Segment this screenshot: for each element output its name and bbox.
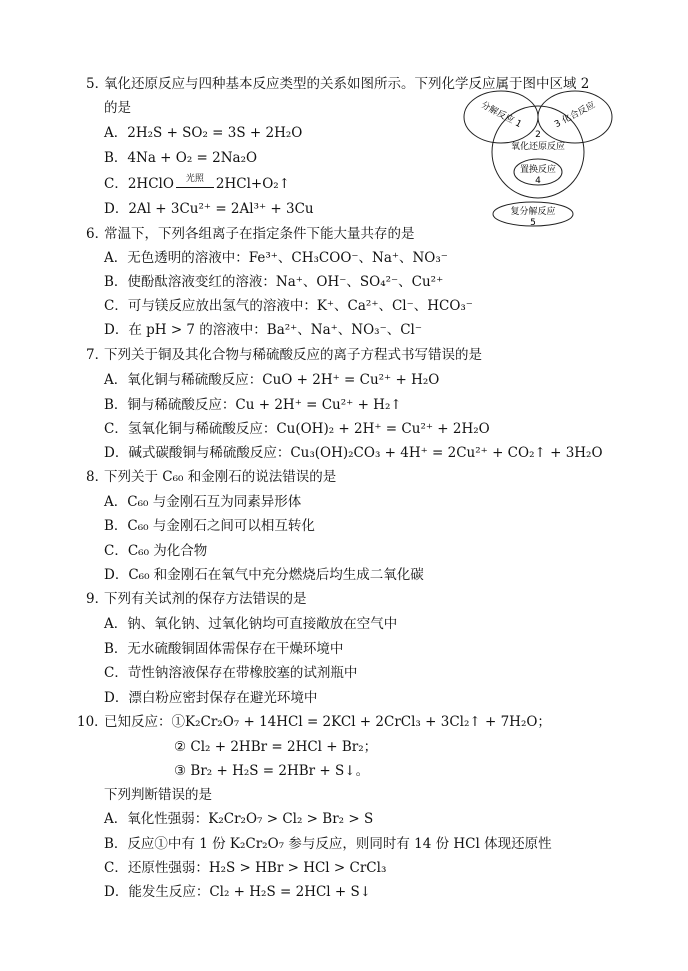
question-6-number: 6． — [86, 226, 109, 242]
question-5-option-a: A．2H₂S + SO₂ = 3S + 2H₂O — [104, 125, 303, 141]
question-7-number: 7． — [86, 347, 109, 363]
question-6-option-d: D．在 pH > 7 的溶液中：Ba²⁺、Na⁺、NO₃⁻、Cl⁻ — [104, 322, 422, 338]
question-10-option-c: C．还原性强弱：H₂S > HBr > HCl > CrCl₃ — [104, 860, 387, 876]
redox-region-number: 2 — [535, 130, 541, 140]
combination-label: 3 化合反应 — [553, 100, 598, 131]
question-5-option-c — [104, 175, 290, 193]
question-5-number: 5． — [86, 76, 109, 92]
question-9-option-a: A．钠、氧化钠、过氧化钠均可直接敞放在空气中 — [104, 616, 398, 632]
question-8-option-d: D．C₆₀ 和金刚石在氧气中充分燃烧后均生成二氧化碳 — [104, 567, 424, 583]
question-5-option-b: B．4Na + O₂ = 2Na₂O — [104, 150, 258, 166]
question-10-number: 10． — [77, 714, 108, 730]
displacement-label: 置换反应 — [519, 165, 557, 175]
question-5-stem-line1: 氧化还原反应与四种基本反应类型的关系如图所示。下列化学反应属于图中区域 2 — [104, 76, 590, 92]
question-8-option-b: B．C₆₀ 与金刚石之间可以相互转化 — [104, 518, 315, 534]
question-6-option-b: B．使酚酞溶液变红的溶液：Na⁺、OH⁻、SO₄²⁻、Cu²⁺ — [104, 274, 444, 290]
question-6-option-a: A．无色透明的溶液中：Fe³⁺、CH₃COO⁻、Na⁺、NO₃⁻ — [104, 250, 448, 266]
question-7-stem: 下列关于铜及其化合物与稀硫酸反应的离子方程式书写错误的是 — [104, 347, 482, 363]
question-10-option-b: B．反应①中有 1 份 K₂Cr₂O₇ 参与反应，则同时有 14 份 HCl 体现还原性 — [104, 836, 552, 852]
question-10-option-a: A．氧化性强弱：K₂Cr₂O₇ > Cl₂ > Br₂ > S — [104, 811, 374, 827]
question-10-option-d: D．能发生反应：Cl₂ + H₂S = 2HCl + S↓ — [104, 884, 372, 900]
question-10-stem: 下列判断错误的是 — [104, 787, 212, 803]
question-5-stem-line2: 的是 — [104, 100, 131, 116]
reaction-condition-arrow — [176, 174, 214, 188]
question-9-option-b: B．无水硫酸铜固体需保存在干燥环境中 — [104, 641, 344, 657]
reaction-type-diagram — [458, 80, 618, 230]
question-10-reaction-2: ② Cl₂ + 2HBr = 2HCl + Br₂； — [174, 739, 378, 755]
question-9-option-d: D．漂白粉应密封保存在避光环境中 — [104, 690, 318, 706]
redox-label: 氧化还原反应 — [510, 142, 566, 152]
question-8-number: 8． — [86, 469, 109, 485]
question-8-option-c: C．C₆₀ 为化合物 — [104, 543, 208, 559]
question-8-stem: 下列关于 C₆₀ 和金刚石的说法错误的是 — [104, 469, 337, 485]
question-6-stem: 常温下，下列各组离子在指定条件下能大量共存的是 — [104, 226, 415, 242]
reaction-condition-label: 光照 — [185, 174, 204, 184]
question-6-option-c: C．可与镁反应放出氢气的溶液中：K⁺、Ca²⁺、Cl⁻、HCO₃⁻ — [104, 298, 473, 314]
question-10-reaction-3: ③ Br₂ + H₂S = 2HBr + S↓。 — [174, 763, 370, 779]
displacement-number: 4 — [535, 176, 541, 186]
question-9-option-c: C．苛性钠溶液保存在带橡胶塞的试剂瓶中 — [104, 665, 358, 681]
question-5-option-d: D．2Al + 3Cu²⁺ = 2Al³⁺ + 3Cu — [104, 201, 314, 217]
question-9-stem: 下列有关试剂的保存方法错误的是 — [104, 591, 307, 607]
question-10-reaction-1: 已知反应：①K₂Cr₂O₇ + 14HCl = 2KCl + 2CrCl₃ + 3Cl₂↑ + 7H₂O； — [104, 714, 551, 730]
question-7-option-a: A．氧化铜与稀硫酸反应：CuO + 2H⁺ = Cu²⁺ + H₂O — [104, 372, 440, 388]
question-8-option-a: A．C₆₀ 与金刚石互为同素异形体 — [104, 494, 302, 510]
question-5-option-c-rhs: 2HCl+O₂↑ — [215, 176, 291, 192]
question-7-option-c: C．氢氧化铜与稀硫酸反应：Cu(OH)₂ + 2H⁺ = Cu²⁺ + 2H₂O — [104, 421, 490, 437]
double-decomposition-number: 5 — [530, 218, 536, 228]
question-9-number: 9． — [86, 591, 109, 607]
double-decomposition-label: 复分解反应 — [510, 207, 556, 217]
question-7-option-d: D．碱式碳酸铜与稀硫酸反应：Cu₃(OH)₂CO₃ + 4H⁺ = 2Cu²⁺ + CO₂↑ + 3H₂O — [104, 445, 603, 461]
decomposition-label: 分解反应 1 — [478, 100, 523, 131]
question-7-option-b: B．铜与稀硫酸反应：Cu + 2H⁺ = Cu²⁺ + H₂↑ — [104, 397, 402, 413]
question-5-option-c-lhs: C．2HClO — [104, 176, 174, 192]
